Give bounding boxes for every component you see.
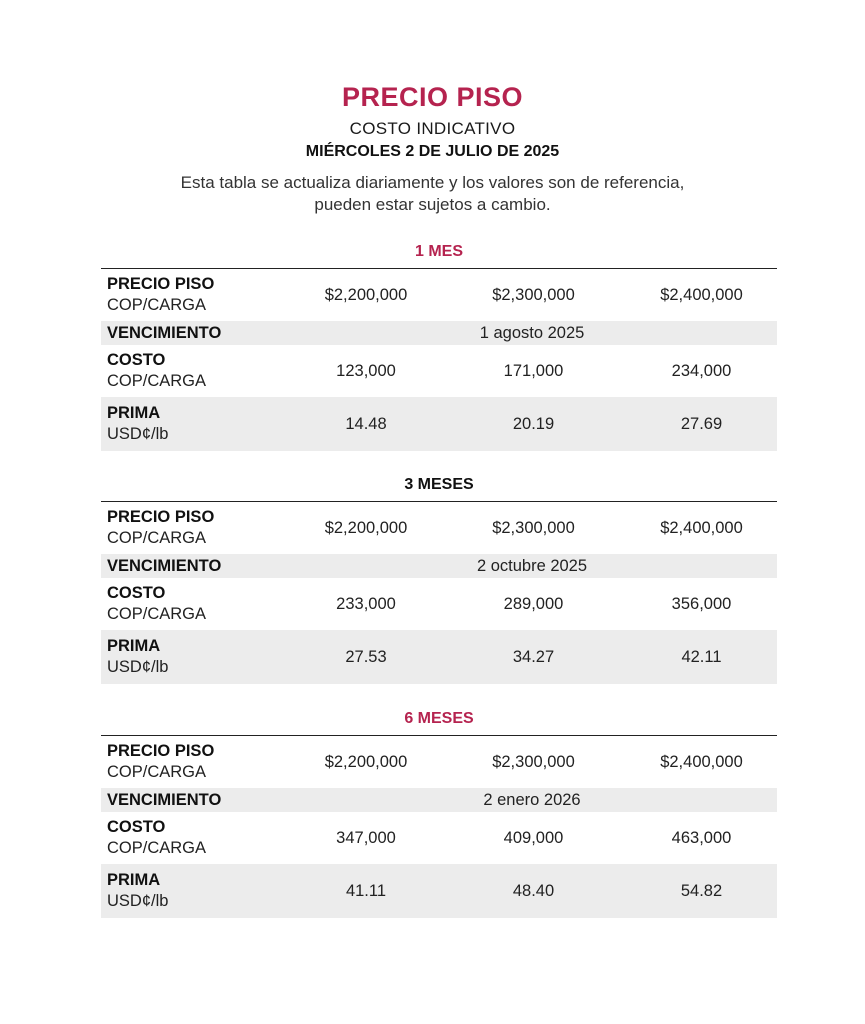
row-label xyxy=(101,403,291,445)
label-costo: COSTO xyxy=(107,584,166,602)
value-cell: 20.19 xyxy=(512,414,555,433)
value-cell: 234,000 xyxy=(671,361,732,380)
label-costo-unit: COP/CARGA xyxy=(107,372,207,390)
label-vencimiento: VENCIMIENTO xyxy=(107,324,222,342)
label-prima: PRIMA xyxy=(107,637,161,655)
value-cell: $2,400,000 xyxy=(660,752,743,771)
section-title: 3 MESES xyxy=(404,476,474,493)
row-prima xyxy=(101,397,777,451)
value-cell: 27.53 xyxy=(345,647,387,666)
value-cell: 233,000 xyxy=(336,594,396,613)
value-cell: $2,300,000 xyxy=(492,285,575,304)
value-cell: $2,400,000 xyxy=(660,285,743,304)
row-precio-piso xyxy=(101,736,777,788)
value-cell: $2,200,000 xyxy=(324,752,408,771)
value-cell: 463,000 xyxy=(671,828,732,847)
value-cell: 409,000 xyxy=(503,828,564,847)
value-cell: $2,300,000 xyxy=(492,518,575,537)
value-cell: 356,000 xyxy=(671,594,732,613)
value-cell: 27.69 xyxy=(680,414,723,433)
row-vencimiento xyxy=(101,321,777,345)
vencimiento-value: 1 agosto 2025 xyxy=(479,323,585,342)
vencimiento-value: 2 enero 2026 xyxy=(483,790,581,809)
row-label xyxy=(101,507,291,549)
row-label xyxy=(101,583,291,625)
row-precio-piso xyxy=(101,502,777,554)
value-cell: 347,000 xyxy=(336,828,396,847)
disclaimer-line-2: pueden estar sujetos a cambio. xyxy=(314,195,551,214)
row-label xyxy=(101,323,291,343)
value-cell: $2,400,000 xyxy=(660,518,743,537)
row-costo xyxy=(101,812,777,864)
label-prima: PRIMA xyxy=(107,404,161,422)
label-prima-unit: USD¢/lb xyxy=(107,425,169,443)
label-costo-unit: COP/CARGA xyxy=(107,605,207,623)
section-3-meses xyxy=(101,469,777,684)
label-precio-piso: PRECIO PISO xyxy=(107,742,215,760)
label-costo: COSTO xyxy=(107,818,166,836)
value-cell: 54.82 xyxy=(680,881,723,900)
label-precio-piso: PRECIO PISO xyxy=(107,508,215,526)
row-label xyxy=(101,350,291,392)
disclaimer-line-1: Esta tabla se actualiza diariamente y los valores son de referencia, xyxy=(180,173,685,192)
value-cell: $2,300,000 xyxy=(492,752,575,771)
disclaimer-note xyxy=(0,172,865,216)
row-prima xyxy=(101,864,777,918)
row-precio-piso xyxy=(101,269,777,321)
row-label xyxy=(101,636,291,678)
label-prima-unit: USD¢/lb xyxy=(107,892,169,910)
label-prima-unit: USD¢/lb xyxy=(107,658,169,676)
value-cell: 48.40 xyxy=(512,881,555,900)
row-label xyxy=(101,790,291,810)
value-cell: $2,200,000 xyxy=(324,285,408,304)
label-vencimiento: VENCIMIENTO xyxy=(107,557,222,575)
row-label xyxy=(101,274,291,316)
row-vencimiento xyxy=(101,554,777,578)
vencimiento-value: 2 octubre 2025 xyxy=(476,556,588,575)
section-6-meses xyxy=(101,703,777,918)
label-costo: COSTO xyxy=(107,351,166,369)
label-precio-piso: PRECIO PISO xyxy=(107,275,215,293)
label-prima: PRIMA xyxy=(107,871,161,889)
row-label xyxy=(101,817,291,859)
row-label xyxy=(101,741,291,783)
row-prima xyxy=(101,630,777,684)
value-cell: $2,200,000 xyxy=(324,518,408,537)
label-precio-piso-unit: COP/CARGA xyxy=(107,763,207,781)
row-costo xyxy=(101,578,777,630)
value-cell: 34.27 xyxy=(512,647,555,666)
row-vencimiento xyxy=(101,788,777,812)
page-subtitle: COSTO INDICATIVO xyxy=(349,119,516,138)
label-precio-piso-unit: COP/CARGA xyxy=(107,529,207,547)
value-cell: 123,000 xyxy=(336,361,396,380)
label-vencimiento: VENCIMIENTO xyxy=(107,791,222,809)
label-costo-unit: COP/CARGA xyxy=(107,839,207,857)
page-date: MIÉRCOLES 2 DE JULIO DE 2025 xyxy=(305,143,560,160)
section-title: 1 MES xyxy=(414,243,463,260)
value-cell: 289,000 xyxy=(503,594,564,613)
page-title: PRECIO PISO xyxy=(341,82,524,112)
row-costo xyxy=(101,345,777,397)
value-cell: 42.11 xyxy=(681,647,722,666)
label-precio-piso-unit: COP/CARGA xyxy=(107,296,207,314)
section-title: 6 MESES xyxy=(404,710,474,727)
value-cell: 14.48 xyxy=(345,414,387,433)
row-label xyxy=(101,870,291,912)
row-label xyxy=(101,556,291,576)
value-cell: 171,000 xyxy=(503,361,564,380)
section-1-mes xyxy=(101,236,777,451)
value-cell: 41.11 xyxy=(345,881,387,900)
